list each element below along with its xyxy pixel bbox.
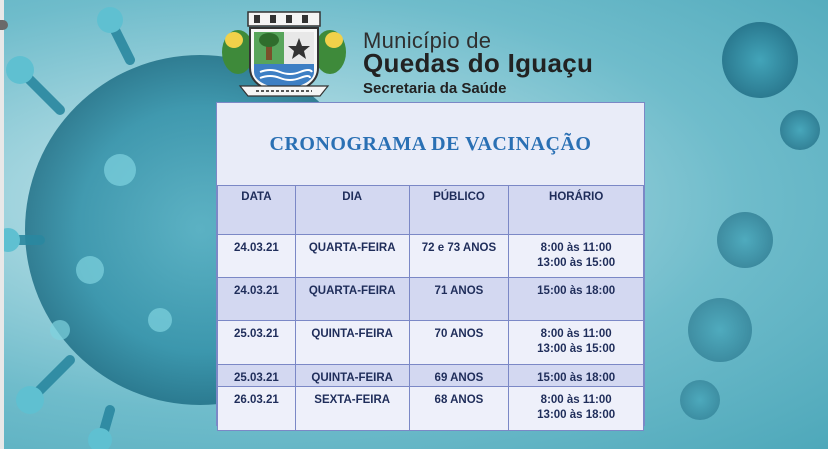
schedule-table xyxy=(217,185,644,431)
table-row xyxy=(218,387,644,431)
table-row xyxy=(218,235,644,278)
city-name: Quedas do Iguaçu xyxy=(363,48,594,78)
column-header-dia: DIA xyxy=(295,186,409,235)
municipality-prefix: Município de xyxy=(363,28,492,53)
cell-data: 25.03.21 xyxy=(218,365,296,387)
virus-small-icon xyxy=(680,22,820,420)
horario-line: 8:00 às 11:00 xyxy=(540,394,612,406)
table-header-row xyxy=(218,186,644,235)
horario-line: 13:00 às 15:00 xyxy=(537,343,616,355)
vaccination-schedule-card xyxy=(216,102,645,426)
column-header-data: DATA xyxy=(218,186,296,235)
cell-data: 24.03.21 xyxy=(218,278,296,321)
cell-horario xyxy=(509,278,644,321)
cell-dia: QUINTA-FEIRA xyxy=(295,365,409,387)
cell-dia: QUARTA-FEIRA xyxy=(295,235,409,278)
cell-publico: 69 ANOS xyxy=(409,365,509,387)
horario-line: 8:00 às 11:00 xyxy=(540,328,612,340)
municipal-header xyxy=(220,10,640,100)
cell-publico: 72 e 73 ANOS xyxy=(409,235,509,278)
cell-publico: 71 ANOS xyxy=(409,278,509,321)
cell-publico: 70 ANOS xyxy=(409,321,509,365)
schedule-title: CRONOGRAMA DE VACINAÇÃO xyxy=(217,103,644,186)
window-edge xyxy=(0,0,4,449)
table-row xyxy=(218,321,644,365)
cell-data: 26.03.21 xyxy=(218,387,296,431)
horario-line: 8:00 às 11:00 xyxy=(540,242,612,254)
table-row xyxy=(218,365,644,387)
cell-dia: QUARTA-FEIRA xyxy=(295,278,409,321)
cell-data: 25.03.21 xyxy=(218,321,296,365)
horario-line: 13:00 às 15:00 xyxy=(537,257,616,269)
cell-publico: 68 ANOS xyxy=(409,387,509,431)
horario-line: 13:00 às 18:00 xyxy=(537,409,616,421)
department-name: Secretaria da Saúde xyxy=(363,80,507,97)
cell-horario xyxy=(509,321,644,365)
cell-horario xyxy=(509,387,644,431)
horario-line: 15:00 às 18:00 xyxy=(537,285,616,297)
cell-dia: SEXTA-FEIRA xyxy=(295,387,409,431)
column-header-publico: PÚBLICO xyxy=(409,186,509,235)
municipal-coat-of-arms-icon xyxy=(220,10,348,98)
cell-horario xyxy=(509,235,644,278)
cell-horario xyxy=(509,365,644,387)
table-row xyxy=(218,278,644,321)
horario-line: 15:00 às 18:00 xyxy=(537,372,616,384)
column-header-horario: HORÁRIO xyxy=(509,186,644,235)
cell-data: 24.03.21 xyxy=(218,235,296,278)
cell-dia: QUINTA-FEIRA xyxy=(295,321,409,365)
